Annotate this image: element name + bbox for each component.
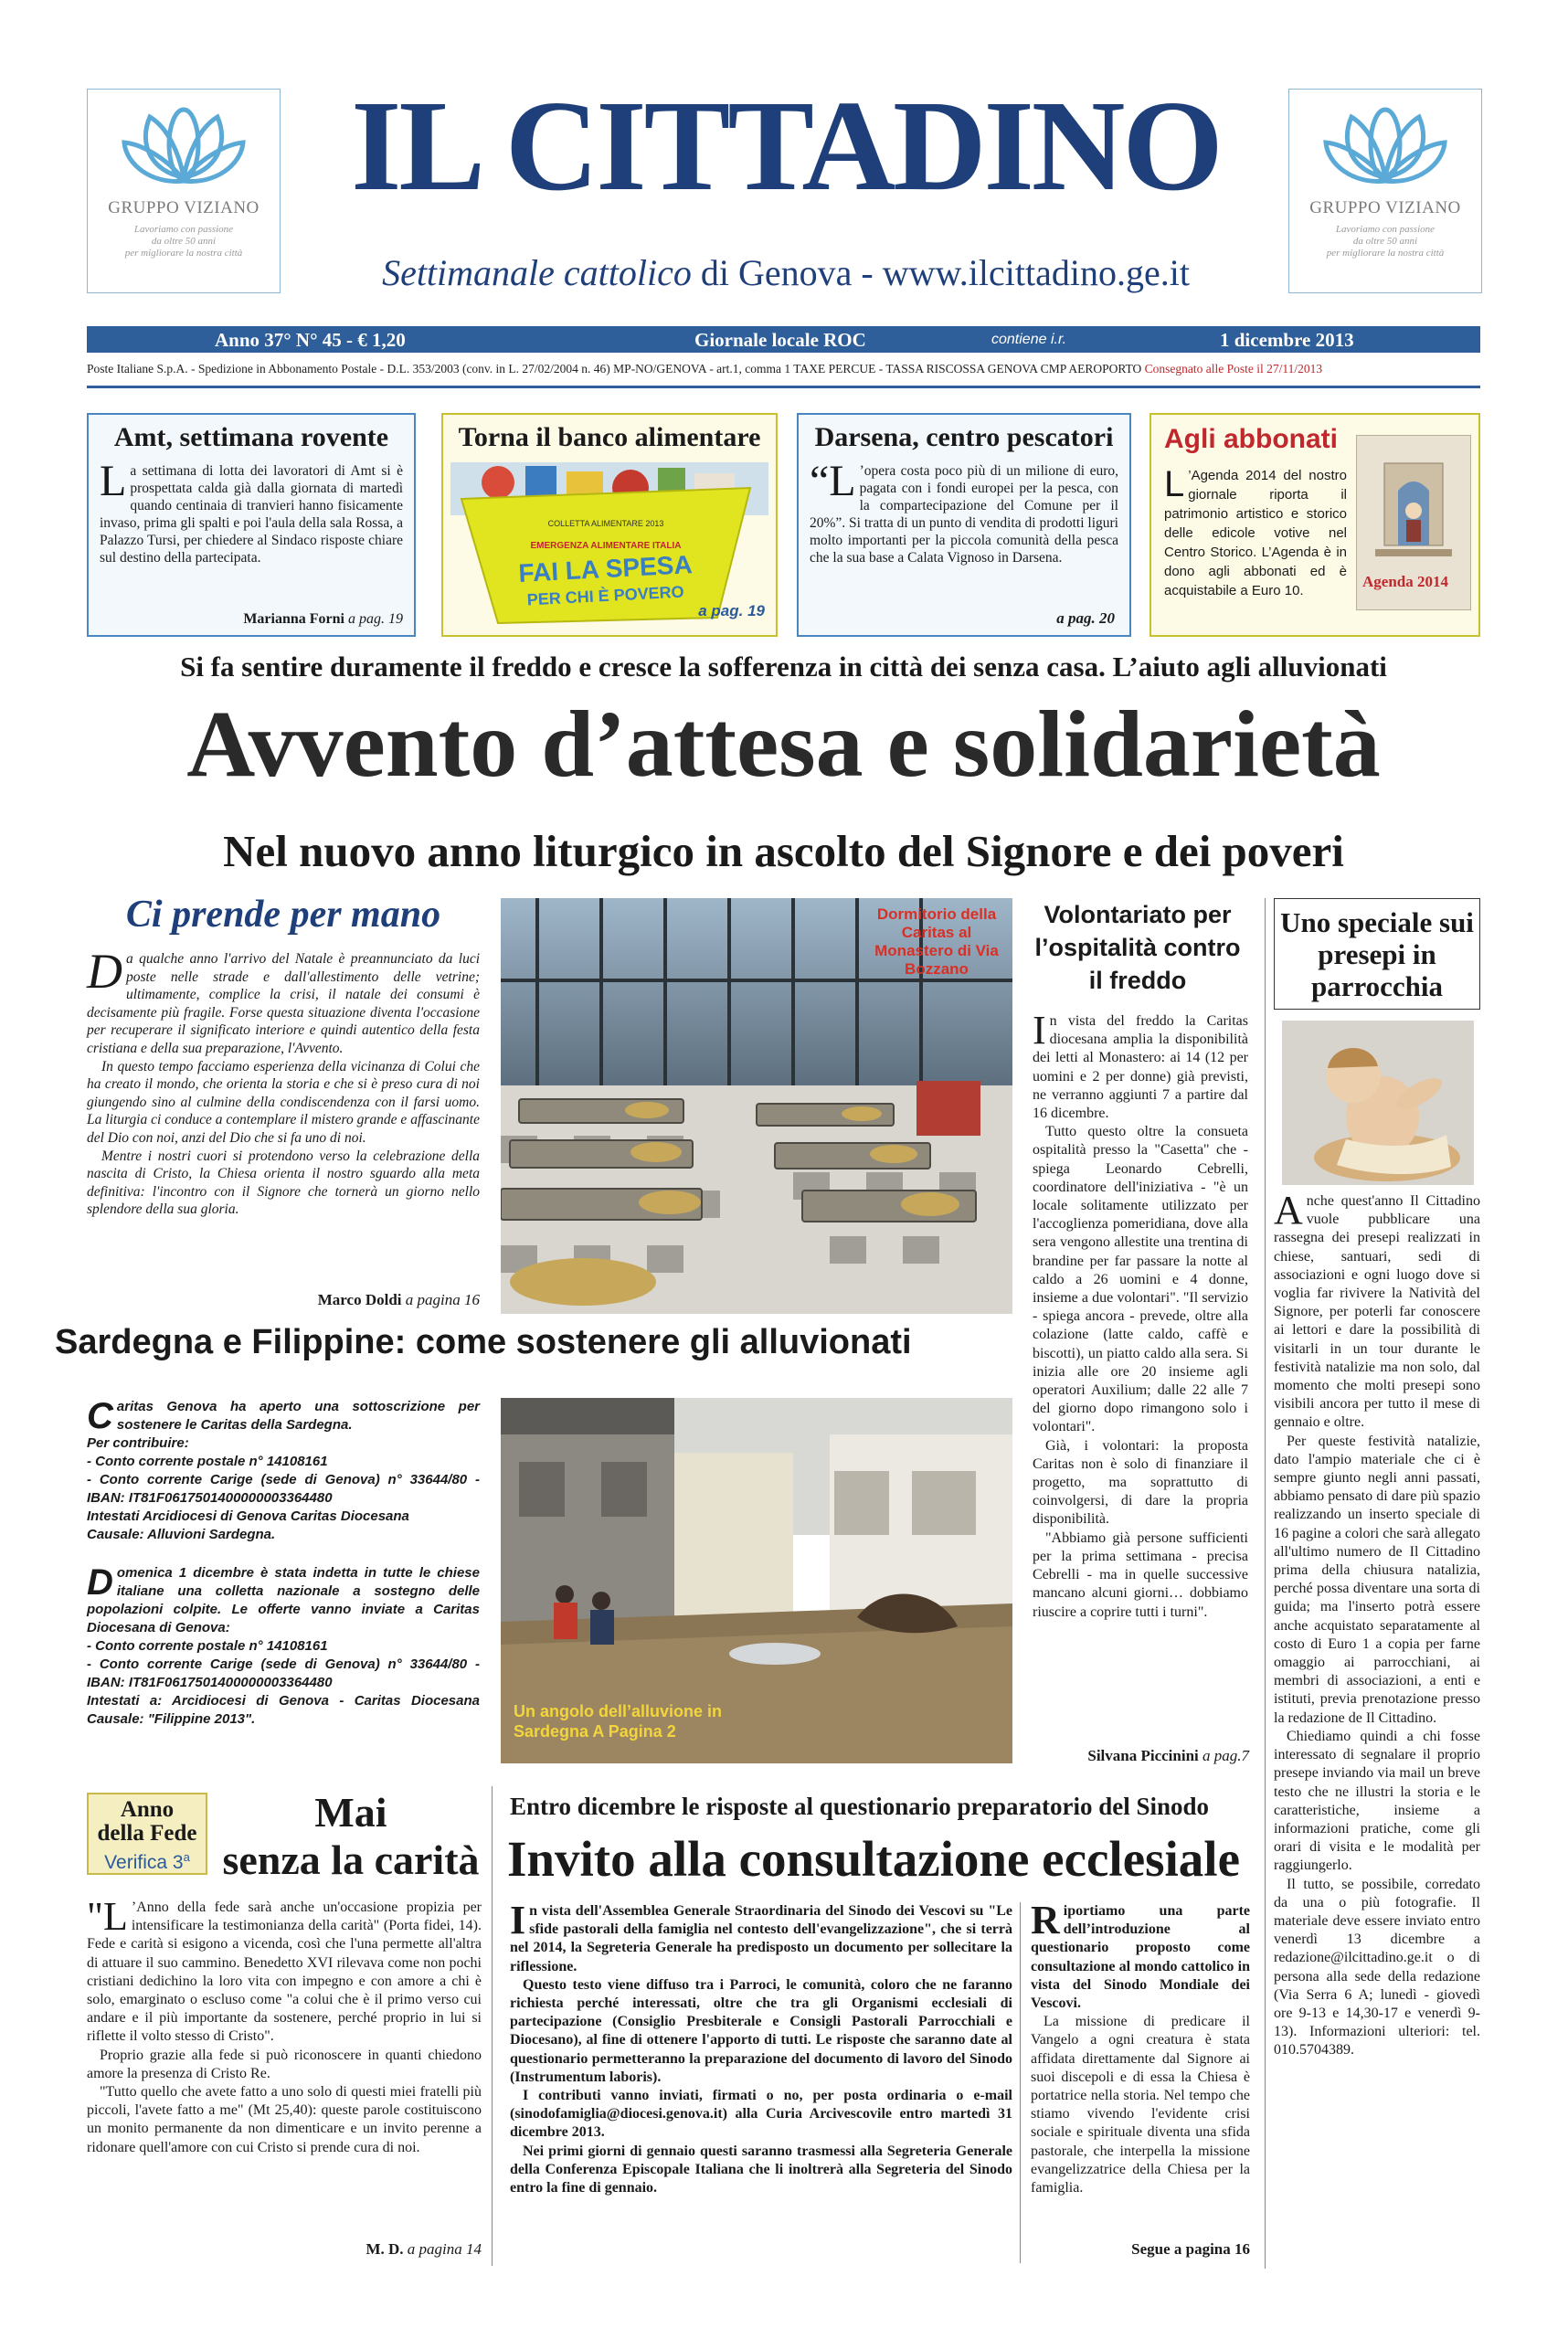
page-ref: a pag.7 [1198,1747,1249,1764]
line: - Conto corrente postale n° 14108161 [87,1638,328,1654]
main-subhead: Nel nuovo anno liturgico in ascolto del Signore e dei poveri [223,826,1344,876]
fede-byline [87,2240,482,2259]
sinodo-continue[interactable]: Segue a pagina 16 [1131,2240,1250,2258]
teaser-body [100,457,403,566]
issue-bar [87,326,1480,353]
masthead-title: IL CITTADINO [351,73,1221,217]
fede-body [87,1894,482,2157]
teaser-banco-alimentare[interactable] [441,413,778,637]
subtitle-italic: Settimanale cattolico [382,252,692,293]
teaser-text: a settimana di lotta dei lavoratori di Amt si è prospettata calda già dalla giornata di martedì quando centinaia di tranvieri hanno fisicamente invaso, prima gli spalti e poi l'aula della sala Rossa, a Palazzo Tursi, per chiedere al Sindaco risposte chiare sul destino della partecipata. [100,463,403,566]
paragraph: Questo testo viene diffuso tra i Parroci, le comunità, coloro che ne faranno richiesta perché interessati, oltre che tra gli Organismi ecclesiali di partecipazione (Consiglio Presbiterale e Consigli Pastorali Parrocchiali e Diocesano), al fine di ottenere l'apporto di tutti. Le risposte che saranno date al questionario permetteranno la preparazione del documento di lavoro del Sinodo (Instrumentum laboris). [510,1976,1012,2085]
sinodo-kicker: Entro dicembre le risposte al questionario preparatorio del Sinodo [510,1793,1210,1820]
tagline-line: Lavoriamo con passione [1335,224,1436,235]
flood-caption: Un angolo dell’alluvione in Sardegna A Pagina 2 [514,1702,723,1741]
paragraph: Tutto questo oltre la consueta ospitalità presso la "Casetta" che - spiega Leonardo Cebrelli, coordinatore dell'iniziativa - "è un locale solitamente utilizzato per l'accoglienza pomeridiana, dove alla sera vengono allestite una trentina di brandine per far passare la notte al caldo a 26 uomini e 4 donne, insieme a due volontari". "Il servizio - spiega ancora - prevede, oltre alla colazione (latte caldo, caffè e biscotti), un piatto caldo alla sera. Si inizia alle ore 20 insieme agli operatori Auxilium; dalle 22 alle 7 del giorno dopo rimangono solo i volontari". [1033,1124,1248,1435]
paragraph: aritas Genova ha aperto una sottoscrizione per sostenere le Caritas della Sardegna. [116,1399,480,1433]
tagline-line: per migliorare la nostra città [124,248,243,259]
paragraph: La missione di predicare il Vangelo a ogni creatura è stata affidata direttamente dal Signore ai suoi discepoli e di essa la Chiesa è portatrice nella storia. Nel tempo che stiamo vivendo l'evidente crisi sociale e spirituale diventa una sfida pastorale, che interpella la missione evangelizzatrice della Chiesa per la famiglia. [1031,2014,1250,2196]
tagline-line: da oltre 50 anni [151,236,217,247]
sponsor-tagline [1289,224,1481,259]
bag-top-text: COLLETTA ALIMENTARE 2013 [547,519,664,528]
anno-fede-badge [87,1793,207,1875]
line: - Conto corrente Carige (sede di Genova) n° 33644/80 - IBAN: IT81F0617501400000003364480 [87,1656,480,1690]
tagline-line: Lavoriamo con passione [133,224,234,235]
teaser-page-ref: a pag. 20 [1056,609,1115,627]
teaser-text: ’Agenda 2014 del nostro giornale riporta il patrimonio artistico e storico delle edicole votive nel Centro Storico. L’Agenda è in dono agli abbonati ed è acquistabile a Euro 10. [1164,468,1347,598]
line: Intestati a: Arcidiocesi di Genova - Caritas Diocesana Causale: "Filippine 2013". [87,1693,480,1727]
main-headline: Avvento d’attesa e solidarietà [186,692,1381,797]
author: M. D. [366,2240,404,2258]
agenda-label: Agenda 2014 [1362,573,1448,590]
paragraph: Il tutto, se possibile, corredato da una o più fotografie. Il materiale deve essere inviato entro venerdì 13 dicembre a redazione@ilcittadino.ge.it o di persona alla sede della redazione (Via Serra 6 A; lunedì - giovedì ore 9-13 e 14,30-17 e venerdì 9-13). Informazioni ulteriori: tel. 010.5704389. [1274,1876,1480,2059]
header-rule [87,386,1480,388]
badge-verifica [89,1846,206,1875]
issue-date: 1 dicembre 2013 [1220,329,1354,351]
sinodo-body [510,1898,1012,2197]
column-rule [1020,1902,1021,2263]
bag-line2: FAI LA SPESA [517,550,694,587]
teaser-title: Darsena, centro pescatori [814,422,1114,452]
dormitory-caption: Dormitorio della Caritas al Monastero di Via Bozzano [874,905,999,978]
sponsor-logo-left [87,89,281,293]
column-rule [492,1786,493,2266]
subtitle-rest: di Genova - [691,252,883,293]
badge-sup: a [183,1850,190,1864]
sinodo-intro-body [1031,1898,1250,2197]
teaser-darsena[interactable] [797,413,1131,637]
teaser-title: Torna il banco alimentare [458,422,761,452]
paragraph: Nei primi giorni di gennaio questi saranno trasmessi alla Segreteria Generale della Conferenza Episcopale Italiana che li inoltrerà alla Segreteria del Sinodo entro la fine di gennaio. [510,2143,1012,2196]
editorial-byline [87,1291,480,1309]
page-ref: a pag. 19 [344,611,403,627]
author: Marianna Forni [243,611,344,627]
line: - Conto corrente postale n° 14108161 [87,1454,328,1469]
paragraph: ’Anno della fede sarà anche un'occasione propizia per intensificare la testimonianza della carità" (Porta fidei, 14). Fede e carità si esigono a vicenda, così che l'una permette all'altra di attuare il suo cammino. Benedetto XVI rilevava come non pochi cristiani dedichino la loro vita con impegno e con amore a chi è solo, emarginato o escluso come "a colui che è il primo verso cui andare e il più importante da sostenere, perché proprio in lui si riflette il volto stesso di Cristo". [87,1900,482,2045]
teaser-abbonati[interactable] [1150,413,1480,637]
badge-verifica-label: Verifica [104,1852,168,1873]
website-link[interactable]: www.ilcittadino.ge.it [882,252,1190,293]
paragraph: Chiediamo quindi a chi fosse interessato di segnalare il proprio presepe inviando via mail un breve testo che ne illustri la storia e le caratteristiche, insieme a informazioni pratiche, come gli orari di visita e le modalità per raggiungerlo. [1274,1728,1480,1874]
sponsor-name: GRUPPO VIZIANO [1309,198,1461,217]
teaser-title: Amt, settimana rovente [113,422,389,452]
sponsor-tagline [88,224,280,259]
dropcap: I [1033,1008,1046,1053]
teaser-page-ref: a pag. 19 [698,602,765,619]
baby-jesus-photo [1282,1021,1474,1185]
postal-delivery-date: Consegnato alle Poste il 27/11/2013 [1144,362,1323,376]
postal-text: Poste Italiane S.p.A. - Spedizione in Abbonamento Postale - D.L. 353/2003 (conv. in L. 27/02/2004 n. 46) MP-NO/GENOVA - art.1, comma 1 TAXE PERCUE - TASSA RISCOSSA GENOVA CMP AEROPORTO [87,362,1145,376]
volontariato-byline [1028,1747,1249,1765]
author: Silvana Piccinini [1087,1747,1199,1764]
sardegna-headline: Sardegna e Filippine: come sostenere gli alluvionati [55,1323,912,1361]
sardegna-block-1 [87,1398,480,1544]
paragraph: Mentre i nostri cuori si protendono verso la celebrazione della nascita di Cristo, la Chiesa orienta il nostro sguardo alla meta definitiva: l'incontro con il Signore che tornerà un giorno nello splendore della sua gloria. [87,1148,480,1218]
page-ref: a pagina 16 [401,1291,480,1308]
teaser-title: Agli abbonati [1164,424,1338,454]
paragraph: "Abbiamo già persone sufficienti per la prima settimana - precisa Cebrelli - ma in quelle successive mancano alcuni giorni… dobbiamo riuscire a coprire tutti i turni". [1033,1529,1248,1620]
presepi-body [1274,1188,1480,2060]
line: Causale: Alluvioni Sardegna. [87,1527,276,1542]
paragraph: omenica 1 dicembre è stata indetta in tutte le chiese italiane una colletta nazionale a sostegno delle popolazioni colpite. Le offerte vanno inviate a Caritas Diocesana di Genova: [87,1565,480,1635]
dropcap: “L [810,457,856,505]
line: Per contribuire: [87,1435,189,1451]
presepi-title: Uno speciale sui presepi in parrocchia [1280,906,1474,1002]
bag-line3: PER CHI È POVERO [526,582,685,609]
paragraph: n vista dell'Assemblea Generale Straordinaria del Sinodo dei Vescovi su "Le sfide pastorali della famiglia nel contesto dell'evangelizzazione", che si terrà nel 2014, la Segreteria Generale ha predisposto un documento per sollecitare la riflessione. [510,1903,1012,1974]
baby-jesus-statue-image [1282,1021,1474,1185]
dormitory-photo [501,898,1012,1314]
dropcap: C [87,1396,113,1436]
dropcap: A [1274,1188,1303,1233]
badge-line: Anno [120,1797,175,1822]
bag-line1: EMERGENZA ALIMENTARE ITALIA [530,541,682,551]
teaser-text: ’opera costa poco più di un milione di euro, pagata con i fondi europei per la pesca, con la compartecipazione del Comune per il 20%”. Si tratta di un punto di vendita di prodotti liguri molto importanti per la piccola comunità della pesca che la sua base a Calata Vignoso in Darsena. [810,463,1118,566]
agenda-cover-image [1356,435,1471,610]
paragraph: I contributi vanno inviati, firmati o no, per posta ordinaria o e-mail (sinodofamiglia@diocesi.genova.it) alla Curia Arcivescovile entro martedì 31 dicembre 2013. [510,2088,1012,2141]
flood-photo [501,1398,1012,1763]
issue-number: Anno 37° N° 45 - € 1,20 [215,329,406,351]
paragraph: iportiamo una parte dell’introduzione al questionario proposto come consultazione al mondo cattolico in vista del Sinodo Mondiale dei Vescovi. [1031,1903,1250,2012]
paragraph: nche quest'anno Il Cittadino vuole pubblicare una rassegna dei presepi realizzati in chiese, santuari, sedi di associazioni e ogni luogo dove si voglia far rivivere la Natività del Signore, per poterli far conoscere ai lettori e dare la possibilità di visitarli in un tour durante le festività natalizie ma non solo, dal momento che molti presepi sono visibili ancora per tutto il mese di gennaio e oltre. [1274,1193,1480,1431]
paragraph: Già, i volontari: la proposta Caritas non è solo di finanziare il progetto, ma soprattutto di coinvolgersi, di dare la propria disponibilità. [1033,1437,1248,1528]
volontariato-title: Volontariato per l’ospitalità contro il freddo [1034,901,1241,994]
sardegna-block-2 [87,1564,480,1729]
teaser-body [810,457,1118,566]
badge-number: 3 [172,1852,184,1873]
editorial-title: Ci prende per mano [125,894,441,936]
lotus-logo-icon [1289,90,1481,195]
dropcap: R [1031,1898,1060,1942]
dropcap: L [1164,464,1185,504]
paragraph: Proprio grazie alla fede si può riconoscere in quanti chiedono amore la presenza di Cristo Re. [87,2047,482,2081]
sponsor-name: GRUPPO VIZIANO [108,198,260,217]
tagline-line: per migliorare la nostra città [1326,248,1445,259]
author: Marco Doldi [317,1291,402,1308]
lotus-logo-icon [88,90,280,195]
paragraph: a qualche anno l'arrivo del Natale è preannunciato da luci poste nelle strade e dall'allestimento delle vetrine; ultimamente, complice la crisi, il natale dei consumi è decisamente più fragile. Forse questa situazione diventa l'occasione per recuperare il significato interiore e quindi autentico della festa cristiana e della sua preparazione, l'Avvento. [87,951,480,1056]
teaser-body [1164,466,1347,600]
sponsor-logo-right [1288,89,1482,293]
teaser-amt[interactable] [87,413,416,637]
title-line: senza la carità [222,1836,480,1883]
dropcap: D [87,944,122,999]
dropcap: "L [87,1894,128,1939]
title-line: Mai [314,1789,387,1836]
badge-line: della Fede [97,1821,197,1846]
presepi-title-box [1274,898,1480,1010]
paragraph: Per queste festività natalizie, dato l'ampio materiale che ci è sempre giunto negli anni passati, abbiamo pensato di dare più spazio realizzando un inserto speciale di 16 pagine a colori che sarà allegato all'ultimo numero de Il Cittadino prima della chiusura natalizia, perché possa diventare una sorta di guida; ma l'inserto potrà essere anche acquistato separatamente al costo di Euro 1 a copia per farne omaggio ai parrocchiani, ai membri di associazioni, a enti e istituti, previa prenotazione presso la redazione de Il Cittadino. [1274,1433,1480,1726]
editorial-body [87,944,480,1219]
page-ref: a pagina 14 [403,2240,482,2258]
presepi-column-rule [1265,898,1266,2269]
issue-contains: contiene i.r. [991,332,1067,347]
sinodo-headline: Invito alla consultazione ecclesiale [507,1831,1240,1887]
dropcap: L [100,457,127,505]
main-kicker: Si fa sentire duramente il freddo e cresce la sofferenza in città dei senza casa. L’aiuto agli alluvionati [180,651,1387,683]
fede-title [217,1789,484,1884]
paragraph: n vista del freddo la Caritas diocesana amplia la disponibilità dei letti al Monastero: ai 14 (12 per uomini e 2 per donne) già previsti, ne verranno aggiunti 7 a partire dal 16 dicembre. [1033,1013,1248,1122]
tagline-line: da oltre 50 anni [1352,236,1418,247]
dropcap: I [510,1898,526,1942]
masthead-subtitle [302,251,1270,294]
postal-line [87,362,1480,376]
paragraph: In questo tempo facciamo esperienza della vicinanza di Colui che ha creato il mondo, che orienta la storia e che si è preso cura di noi giungendo sino al culmine della condiscendenza con il farsi uomo. La liturgia ci conduce a contemplare il mistero grande e affascinante del Dio con noi, anzi del Dio che si fa uno di noi. [87,1058,480,1146]
line: Intestati Arcidiocesi di Genova Caritas Diocesana [87,1508,409,1524]
volontariato-body [1033,1008,1248,1622]
teaser-byline [243,611,403,628]
paragraph: "Tutto quello che avete fatto a uno solo di questi miei fratelli più piccoli, l'avete fatto a me" (Mt 25,40): queste parole costituiscono un monito permanente da non dimenticare e un invito perenne a ridonare quell'amore con cui Cristo si prende cura di noi. [87,2084,482,2155]
line: - Conto corrente Carige (sede di Genova) n° 33644/80 - IBAN: IT81F0617501400000003364480 [87,1472,480,1506]
issue-type: Giornale locale ROC [694,329,866,351]
dropcap: D [87,1562,113,1603]
sardegna-body [87,1398,480,1729]
